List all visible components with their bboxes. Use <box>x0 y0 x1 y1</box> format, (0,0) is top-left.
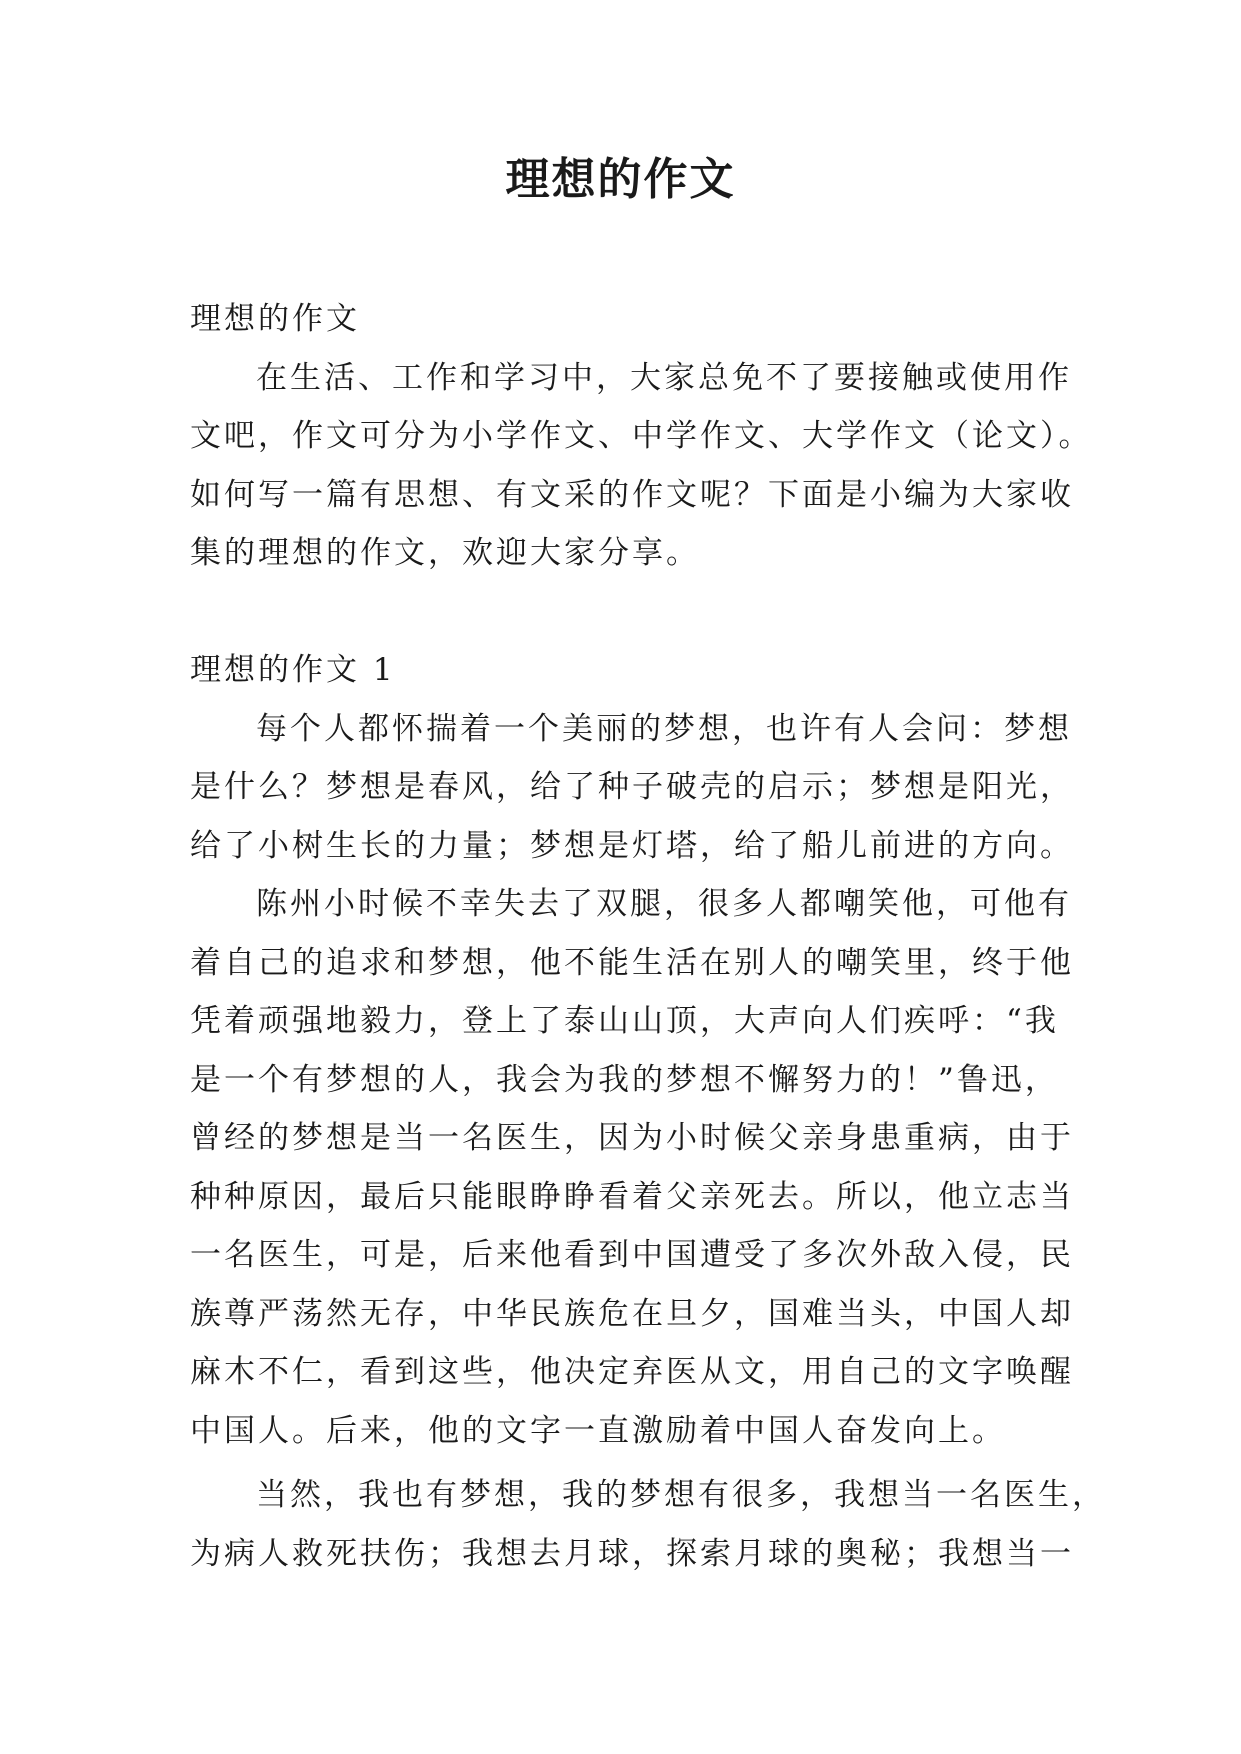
paragraph-line: 凭着顽强地毅力，登上了泰山山顶，大声向人们疾呼：“我 <box>190 1003 1059 1039</box>
paragraph-line: 着自己的追求和梦想，他不能生活在别人的嘲笑里，终于他 <box>190 944 1074 981</box>
intro-heading: 理想的作文 <box>190 301 360 337</box>
essay-1-paragraph-1 <box>190 700 1074 876</box>
essay-1-paragraph-3 <box>190 1466 1106 1583</box>
paragraph-line: 给了小树生长的力量；梦想是灯塔，给了船儿前进的方向。 <box>190 827 1074 864</box>
paragraph-line: 种种原因，最后只能眼睁睁看着父亲死去。所以，他立志当 <box>190 1178 1074 1215</box>
document-title: 理想的作文 <box>505 154 736 205</box>
paragraph-line: 每个人都怀揣着一个美丽的梦想，也许有人会问：梦想 <box>256 710 1072 747</box>
paragraph-line: 是一个有梦想的人，我会为我的梦想不懈努力的！”鲁迅， <box>190 1061 1059 1098</box>
essay-1-heading: 理想的作文 1 <box>190 652 396 688</box>
paragraph-line: 如何写一篇有思想、有文采的作文呢？下面是小编为大家收 <box>190 476 1074 513</box>
paragraph-line: 当然，我也有梦想，我的梦想有很多，我想当一名医生， <box>256 1477 1106 1513</box>
paragraph-line: 文吧，作文可分为小学作文、中学作文、大学作文（论文）。 <box>190 418 1093 454</box>
paragraph-line: 一名医生，可是，后来他看到中国遭受了多次外敌入侵，民 <box>190 1237 1074 1273</box>
paragraph-line: 曾经的梦想是当一名医生，因为小时候父亲身患重病，由于 <box>190 1120 1074 1156</box>
section-spacer <box>190 583 1060 642</box>
paragraph-line: 族尊严荡然无存，中华民族危在旦夕，国难当头，中国人却 <box>190 1295 1074 1332</box>
paragraph-line: 陈州小时候不幸失去了双腿，很多人都嘲笑他，可他有 <box>256 886 1072 922</box>
paragraph-line: 集的理想的作文，欢迎大家分享。 <box>190 535 700 571</box>
intro-paragraph <box>190 349 1093 583</box>
paragraph-line: 在生活、工作和学习中，大家总免不了要接触或使用作 <box>256 359 1072 396</box>
essay-1-paragraph-2 <box>190 875 1074 1460</box>
paragraph-line: 是什么？梦想是春风，给了种子破壳的启示；梦想是阳光， <box>190 769 1074 805</box>
paragraph-line: 为病人救死扶伤；我想去月球，探索月球的奥秘；我想当一 <box>190 1535 1074 1572</box>
document-body <box>190 290 1106 1583</box>
paragraph-line: 中国人。后来，他的文字一直激励着中国人奋发向上。 <box>190 1412 1006 1449</box>
paragraph-line: 麻木不仁，看到这些，他决定弃医从文，用自己的文字唤醒 <box>190 1354 1074 1390</box>
